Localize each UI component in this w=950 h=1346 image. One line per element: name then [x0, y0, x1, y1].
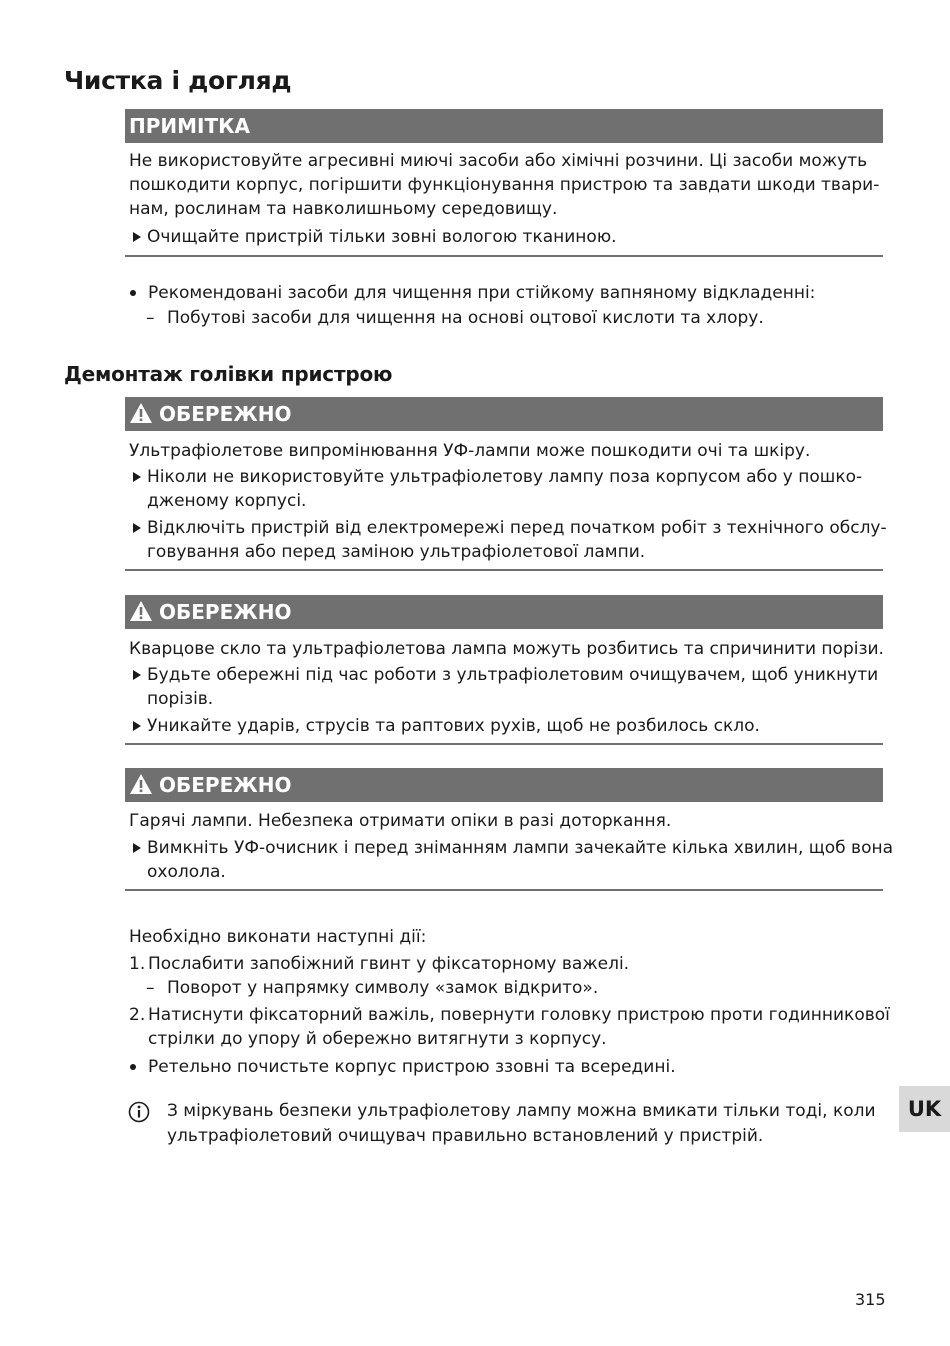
caution-action-line: дженому корпусі. [147, 491, 307, 511]
step-2-line: Натиснути фіксаторний важіль, повернути головку пристрою проти годинникової [148, 1005, 890, 1025]
bullet-icon [130, 1064, 136, 1070]
caution-action-line: Будьте обережні під час роботи з ультрафіолетовим очищувачем, щоб уникнути [147, 665, 879, 685]
caution-title: ОБЕРЕЖНО [159, 773, 292, 797]
steps-intro: Необхідно виконати наступні дії: [129, 927, 427, 947]
caution-title: ОБЕРЕЖНО [159, 600, 292, 624]
caution-action-line: охолола. [147, 862, 226, 882]
info-text-line: ультрафіолетовий очищувач правильно встановлений у пристрій. [167, 1126, 764, 1146]
caution-header [125, 397, 883, 431]
dash-icon: – [146, 308, 155, 328]
note-text-line: нам, рослинам та навколишньому середовищу. [129, 199, 558, 219]
caution-text: Кварцове скло та ультрафіолетова лампа можуть розбитись та спричинити порізи. [129, 639, 884, 659]
note-text-line: Не використовуйте агресивні миючі засоби або хімічні розчини. Ці засоби можуть [129, 151, 868, 171]
steps-bullet: Ретельно почистьте корпус пристрою ззовні та всередині. [148, 1057, 676, 1077]
caution-action-line: говування або перед заміною ультрафіолетової лампи. [147, 542, 646, 562]
caution-header [125, 768, 883, 802]
caution-action-line: Уникайте ударів, струсів та раптових рухів, щоб не розбилось скло. [147, 716, 760, 736]
step-1: Послабити запобіжний гвинт у фіксаторному важелі. [148, 954, 630, 974]
action-arrow-icon [133, 232, 141, 242]
info-text-line: З міркувань безпеки ультрафіолетову лампу можна вмикати тільки тоді, коли [167, 1101, 876, 1121]
caution-box [125, 629, 883, 745]
warning-triangle-icon [129, 402, 153, 424]
note-title: ПРИМІТКА [129, 114, 250, 138]
action-arrow-icon [133, 670, 141, 680]
caution-action-line: Відключіть пристрій від електромережі перед початком робіт з технічного обслу- [147, 518, 887, 538]
caution-box [125, 802, 893, 891]
section-heading-cleaning: Чистка і догляд [64, 66, 292, 95]
action-arrow-icon [133, 523, 141, 533]
bullet-icon [130, 290, 136, 296]
step-number: 2. [129, 1005, 146, 1025]
action-arrow-icon [133, 843, 141, 853]
caution-box [125, 431, 887, 571]
note-header [125, 109, 883, 143]
caution-text: Гарячі лампи. Небезпека отримати опіки в разі доторкання. [129, 811, 672, 831]
page-number: 315 [855, 1290, 886, 1309]
caution-action-line: порізів. [147, 689, 214, 709]
dash-icon: – [146, 978, 155, 998]
step-2-line: стрілки до упору й обережно витягнути з корпусу. [148, 1029, 607, 1049]
warning-triangle-icon [129, 600, 153, 622]
action-arrow-icon [133, 721, 141, 731]
note-action: Очищайте пристрій тільки зовні вологою тканиною. [147, 227, 617, 247]
recommended-bullet: Рекомендовані засоби для чищення при стійкому вапняному відкладенні: [148, 283, 816, 303]
note-box [125, 143, 883, 257]
note-text-line: пошкодити корпус, погіршити функціонування пристрою та завдати шкоди твари- [129, 175, 880, 195]
step-1-substep: Поворот у напрямку символу «замок відкрито». [167, 978, 599, 998]
language-tab: UK [899, 1086, 950, 1132]
info-icon [128, 1101, 150, 1123]
section-heading-dismantle: Демонтаж голівки пристрою [64, 362, 393, 386]
caution-action-line: Ніколи не використовуйте ультрафіолетову лампу поза корпусом або у пошко- [147, 467, 863, 487]
caution-title: ОБЕРЕЖНО [159, 402, 292, 426]
step-number: 1. [129, 954, 146, 974]
warning-triangle-icon [129, 773, 153, 795]
caution-header [125, 595, 883, 629]
recommended-dash-item: Побутові засоби для чищення на основі оцтової кислоти та хлору. [167, 308, 764, 328]
caution-text: Ультрафіолетове випромінювання УФ-лампи може пошкодити очі та шкіру. [129, 441, 811, 461]
caution-action-line: Вимкніть УФ-очисник і перед зніманням лампи зачекайте кілька хвилин, щоб вона [147, 838, 893, 858]
action-arrow-icon [133, 472, 141, 482]
